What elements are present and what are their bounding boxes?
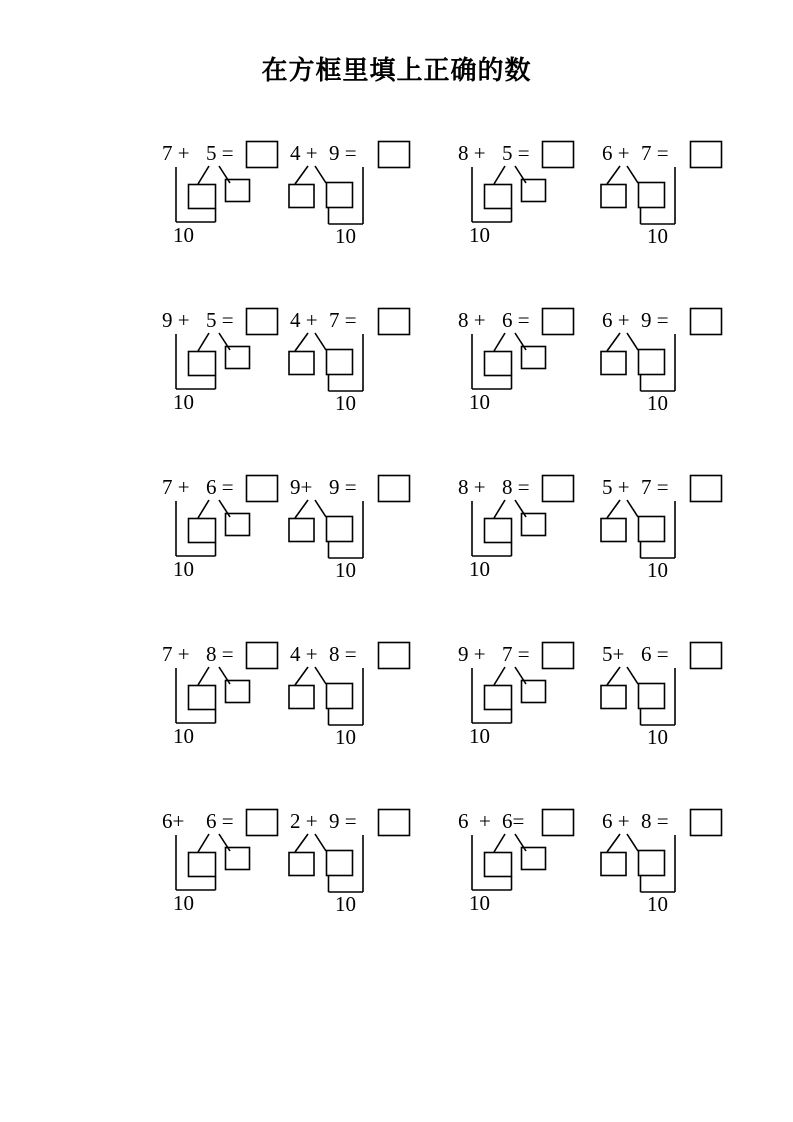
part-box-right[interactable]	[327, 183, 353, 208]
split-line-right	[627, 834, 638, 851]
split-line-left	[494, 667, 505, 685]
equation-part2: 9 =	[329, 475, 357, 499]
answer-box[interactable]	[379, 643, 410, 669]
problem-5	[162, 305, 292, 417]
answer-box[interactable]	[543, 309, 574, 335]
equation-part1: 5+	[602, 642, 625, 666]
part-box-right[interactable]	[327, 684, 353, 709]
part-box-left[interactable]	[289, 352, 314, 375]
split-line-left	[494, 500, 505, 518]
sum-label: 10	[173, 223, 194, 247]
problem-16	[600, 639, 730, 751]
part-box-right[interactable]	[327, 350, 353, 375]
answer-box[interactable]	[247, 810, 278, 836]
split-line-left	[295, 500, 308, 518]
equation-part1: 4 +	[290, 308, 318, 332]
sum-label: 10	[469, 390, 490, 414]
sum-label: 10	[647, 558, 668, 582]
part-box-right[interactable]	[639, 350, 665, 375]
split-line-right	[315, 166, 326, 183]
answer-box[interactable]	[379, 476, 410, 502]
part-box-left[interactable]	[601, 185, 626, 208]
split-line-right	[219, 500, 230, 517]
part-box-left[interactable]	[601, 519, 626, 542]
problem-6	[288, 305, 418, 417]
split-line-right	[627, 166, 638, 183]
split-line-left	[295, 667, 308, 685]
equation-part1: 8 +	[458, 141, 486, 165]
split-line-left	[198, 166, 209, 184]
problem-3	[458, 138, 588, 250]
sum-label: 10	[469, 557, 490, 581]
equation-part1: 8 +	[458, 308, 486, 332]
part-box-right[interactable]	[639, 684, 665, 709]
equation-part2: 6 =	[502, 308, 530, 332]
part-box-left[interactable]	[189, 352, 216, 376]
problem-10	[288, 472, 418, 584]
equation-part2: 8 =	[641, 809, 669, 833]
problem-14	[288, 639, 418, 751]
answer-box[interactable]	[691, 309, 722, 335]
answer-box[interactable]	[691, 810, 722, 836]
sum-label: 10	[647, 725, 668, 749]
equation-part2: 7 =	[641, 141, 669, 165]
equation-part1: 9+	[290, 475, 313, 499]
part-box-left[interactable]	[485, 686, 512, 710]
split-line-left	[607, 333, 620, 351]
split-line-left	[607, 500, 620, 518]
sum-label: 10	[173, 557, 194, 581]
problem-7	[458, 305, 588, 417]
part-box-left[interactable]	[289, 686, 314, 709]
split-line-right	[515, 500, 526, 517]
answer-box[interactable]	[379, 309, 410, 335]
sum-label: 10	[469, 223, 490, 247]
part-box-left[interactable]	[189, 853, 216, 877]
sum-label: 10	[335, 224, 356, 248]
part-box-right[interactable]	[639, 183, 665, 208]
sum-label: 10	[335, 391, 356, 415]
sum-label: 10	[335, 892, 356, 916]
part-box-left[interactable]	[289, 185, 314, 208]
answer-box[interactable]	[543, 476, 574, 502]
part-box-right[interactable]	[639, 851, 665, 876]
split-line-left	[295, 333, 308, 351]
problem-18	[288, 806, 418, 918]
split-line-left	[607, 166, 620, 184]
equation-part1: 6 +	[602, 141, 630, 165]
equation-part2: 6=	[502, 809, 525, 833]
answer-box[interactable]	[247, 142, 278, 168]
equation-part2: 7 =	[502, 642, 530, 666]
sum-label: 10	[173, 891, 194, 915]
equation-part2: 6 =	[641, 642, 669, 666]
equation-part2: 7 =	[641, 475, 669, 499]
answer-box[interactable]	[543, 810, 574, 836]
split-line-right	[627, 500, 638, 517]
split-line-right	[515, 166, 526, 183]
equation-part1: 9 +	[458, 642, 486, 666]
sum-label: 10	[335, 725, 356, 749]
equation-part1: 8 +	[458, 475, 486, 499]
part-box-left[interactable]	[485, 853, 512, 877]
answer-box[interactable]	[691, 643, 722, 669]
split-line-left	[607, 834, 620, 852]
answer-box[interactable]	[543, 643, 574, 669]
equation-part2: 8 =	[206, 642, 234, 666]
split-line-right	[315, 834, 326, 851]
answer-box[interactable]	[691, 142, 722, 168]
part-box-right[interactable]	[327, 517, 353, 542]
problem-1	[162, 138, 292, 250]
problem-8	[600, 305, 730, 417]
equation-part2: 9 =	[641, 308, 669, 332]
page-title: 在方框里填上正确的数	[261, 55, 532, 85]
split-line-right	[515, 834, 526, 851]
equation-part2: 6 =	[206, 809, 234, 833]
split-line-left	[494, 834, 505, 852]
equation-part1: 7 +	[162, 141, 190, 165]
sum-label: 10	[173, 390, 194, 414]
equation-part1: 6 +	[602, 308, 630, 332]
equation-part2: 5 =	[206, 141, 234, 165]
split-line-left	[295, 834, 308, 852]
split-line-left	[198, 834, 209, 852]
equation-part2: 9 =	[329, 141, 357, 165]
part-box-left[interactable]	[601, 352, 626, 375]
problem-19	[458, 806, 588, 918]
sum-label: 10	[335, 558, 356, 582]
problem-20	[600, 806, 730, 918]
answer-box[interactable]	[379, 810, 410, 836]
split-line-right	[219, 667, 230, 684]
part-box-left[interactable]	[189, 686, 216, 710]
part-box-left[interactable]	[485, 185, 512, 209]
equation-part1: 7 +	[162, 475, 190, 499]
split-line-left	[494, 333, 505, 351]
equation-part1: 6+	[162, 809, 185, 833]
split-line-left	[295, 166, 308, 184]
part-box-left[interactable]	[485, 352, 512, 376]
equation-part2: 9 =	[329, 809, 357, 833]
part-box-left[interactable]	[289, 853, 314, 876]
part-box-left[interactable]	[189, 519, 216, 543]
part-box-left[interactable]	[289, 519, 314, 542]
split-line-left	[198, 667, 209, 685]
answer-box[interactable]	[247, 309, 278, 335]
answer-box[interactable]	[379, 142, 410, 168]
split-line-left	[494, 166, 505, 184]
split-line-right	[315, 667, 326, 684]
problem-2	[288, 138, 418, 250]
split-line-left	[607, 667, 620, 685]
equation-part1: 5 +	[602, 475, 630, 499]
sum-label: 10	[173, 724, 194, 748]
equation-part1: 7 +	[162, 642, 190, 666]
equation-part1: 6 +	[458, 809, 491, 833]
problem-11	[458, 472, 588, 584]
equation-part2: 5 =	[206, 308, 234, 332]
split-line-right	[515, 667, 526, 684]
sum-label: 10	[647, 391, 668, 415]
part-box-left[interactable]	[189, 185, 216, 209]
sum-label: 10	[647, 224, 668, 248]
split-line-right	[219, 166, 230, 183]
equation-part2: 6 =	[206, 475, 234, 499]
equation-part1: 6 +	[602, 809, 630, 833]
problem-15	[458, 639, 588, 751]
part-box-left[interactable]	[601, 853, 626, 876]
split-line-right	[315, 333, 326, 350]
equation-part1: 4 +	[290, 642, 318, 666]
sum-label: 10	[469, 891, 490, 915]
answer-box[interactable]	[691, 476, 722, 502]
equation-part2: 7 =	[329, 308, 357, 332]
split-line-right	[219, 834, 230, 851]
problem-13	[162, 639, 292, 751]
split-line-right	[627, 667, 638, 684]
split-line-right	[515, 333, 526, 350]
equation-part2: 8 =	[329, 642, 357, 666]
problem-9	[162, 472, 292, 584]
problem-17	[162, 806, 292, 918]
answer-box[interactable]	[247, 643, 278, 669]
part-box-right[interactable]	[639, 517, 665, 542]
equation-part2: 5 =	[502, 141, 530, 165]
answer-box[interactable]	[247, 476, 278, 502]
equation-part1: 4 +	[290, 141, 318, 165]
sum-label: 10	[647, 892, 668, 916]
sum-label: 10	[469, 724, 490, 748]
split-line-right	[315, 500, 326, 517]
split-line-right	[627, 333, 638, 350]
equation-part2: 8 =	[502, 475, 530, 499]
equation-part1: 9 +	[162, 308, 190, 332]
part-box-left[interactable]	[601, 686, 626, 709]
problem-12	[600, 472, 730, 584]
split-line-right	[219, 333, 230, 350]
part-box-right[interactable]	[327, 851, 353, 876]
part-box-left[interactable]	[485, 519, 512, 543]
equation-part1: 2 +	[290, 809, 318, 833]
answer-box[interactable]	[543, 142, 574, 168]
problem-4	[600, 138, 730, 250]
split-line-left	[198, 500, 209, 518]
split-line-left	[198, 333, 209, 351]
